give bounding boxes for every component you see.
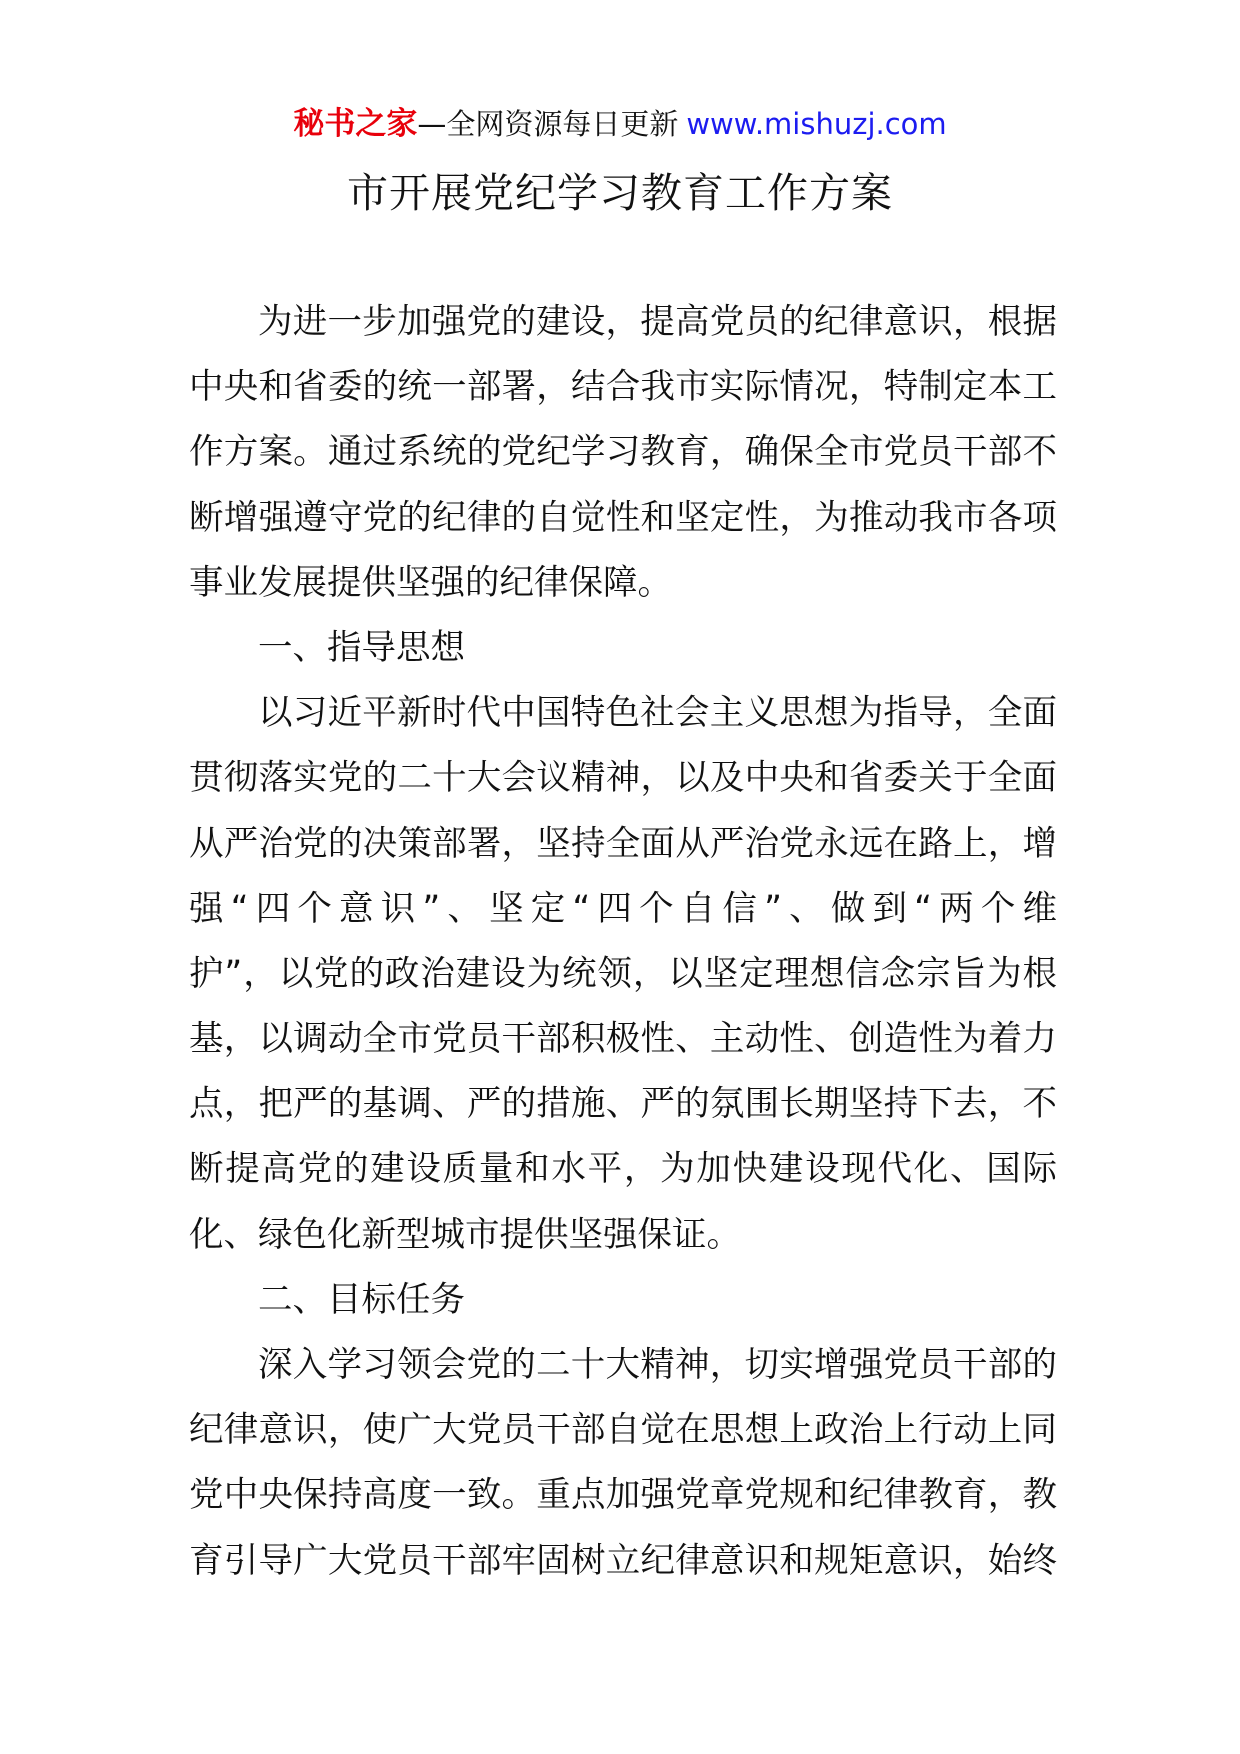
section1-line: 贯彻落实党的二十大会议精神，以及中央和省委关于全面 <box>189 758 1057 799</box>
section2-line: 党中央保持高度一致。重点加强党章党规和纪律教育，教 <box>189 1475 1057 1516</box>
section1-line: 以习近平新时代中国特色社会主义思想为指导，全面 <box>258 693 1057 734</box>
intro-line: 为进一步加强党的建设，提高党员的纪律意识，根据 <box>258 302 1057 342</box>
section2-line: 纪律意识，使广大党员干部自觉在思想上政治上行动上同 <box>189 1410 1057 1451</box>
intro-line: 作方案。通过系统的党纪学习教育，确保全市党员干部不 <box>189 432 1057 473</box>
intro-line: 事业发展提供坚强的纪律保障。 <box>189 562 672 603</box>
intro-line: 中央和省委的统一部署，结合我市实际情况，特制定本工 <box>189 367 1057 408</box>
section1-line: 护”，以党的政治建设为统领，以坚定理想信念宗旨为根 <box>189 953 1057 994</box>
section1-line: 基，以调动全市党员干部积极性、主动性、创造性为着力 <box>189 1019 1057 1060</box>
section-heading-guiding-ideology: 一、指导思想 <box>258 627 465 668</box>
site-header-banner <box>0 104 1240 144</box>
brand-name: 秘书之家 <box>293 106 418 142</box>
section1-line: 断提高党的建设质量和水平，为加快建设现代化、国际 <box>189 1149 1057 1190</box>
document-title: 市开展党纪学习教育工作方案 <box>347 169 893 217</box>
intro-line: 断增强遵守党的纪律的自觉性和坚定性，为推动我市各项 <box>189 497 1057 538</box>
section1-line: 强“四个意识”、坚定“四个自信”、做到“两个维 <box>189 888 1057 929</box>
section2-line: 育引导广大党员干部牢固树立纪律意识和规矩意识，始终 <box>189 1540 1057 1581</box>
site-url: www.mishuzj.com <box>686 107 947 141</box>
section1-line: 化、绿色化新型城市提供坚强保证。 <box>189 1214 741 1255</box>
section2-line: 深入学习领会党的二十大精神，切实增强党员干部的 <box>258 1345 1057 1385</box>
section1-line: 从严治党的决策部署，坚持全面从严治党永远在路上，增 <box>189 823 1057 864</box>
section-heading-goals-tasks: 二、目标任务 <box>258 1279 465 1320</box>
document-body <box>189 290 1057 1594</box>
header-tagline: —全网资源每日更新 <box>417 107 679 141</box>
section1-line: 点，把严的基调、严的措施、严的氛围长期坚持下去，不 <box>189 1084 1057 1125</box>
